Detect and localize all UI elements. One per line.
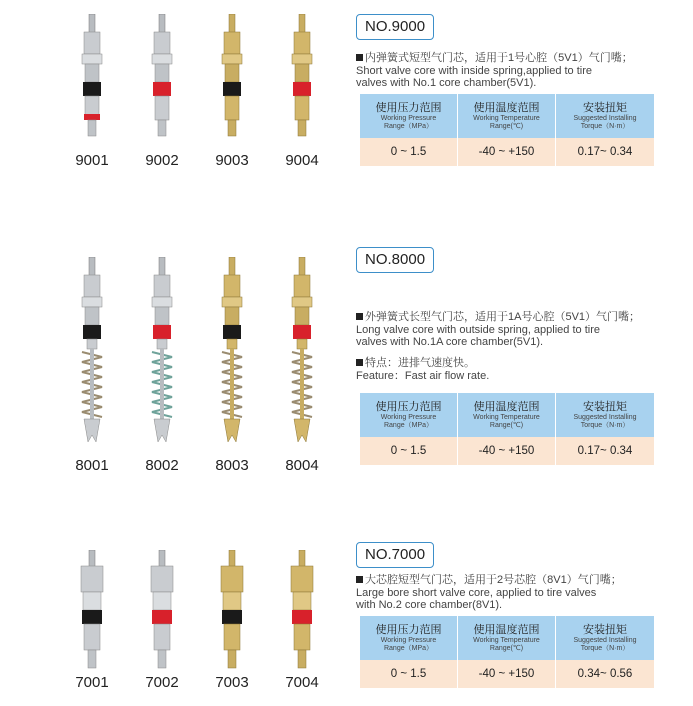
- value-torque: 0.17~ 0.34: [556, 437, 654, 465]
- series-title: NO.9000: [356, 14, 434, 40]
- description-line-en: with No.2 core chamber(8V1).: [356, 599, 503, 611]
- description-line-en: Short valve core with inside spring,applied to tire: [356, 64, 593, 77]
- valve-core-8001-image: [72, 257, 112, 457]
- spec-table-row: [360, 138, 654, 166]
- spec-table-header: [360, 616, 654, 660]
- valve-core-7004-image: [282, 550, 322, 675]
- model-number: 9004: [285, 152, 319, 169]
- model-number: 9001: [75, 152, 109, 169]
- header-pressure: 使用压力范围 Working Pressure Range（MPa）: [360, 616, 458, 660]
- value-torque: 0.17~ 0.34: [556, 138, 654, 166]
- value-pressure: 0 ~ 1.5: [360, 660, 458, 688]
- header-torque: 安装扭矩 Suggested Installing Torque（N·m）: [556, 94, 654, 138]
- square-bullet-icon: [356, 54, 363, 61]
- description-line-en: valves with No.1A core chamber(5V1).: [356, 336, 544, 348]
- spec-table-row: [360, 660, 654, 688]
- feature-line-en: Feature：Fast air flow rate.: [356, 369, 490, 382]
- spec-table: [360, 616, 654, 688]
- model-number: 7001: [75, 674, 109, 691]
- model-number: 9002: [145, 152, 179, 169]
- model-number: 7002: [145, 674, 179, 691]
- spec-table-header: [360, 94, 654, 138]
- valve-core-9001-image: [72, 14, 112, 144]
- model-number: 8002: [145, 457, 179, 474]
- description-line-cn: 外弹簧式长型气门芯，适用于1A号心腔（5V1）气门嘴；: [356, 311, 676, 324]
- header-temperature: 使用温度范围 Working Temperature Range(℃): [458, 393, 556, 437]
- header-torque: 安装扭矩 Suggested Installing Torque（N·m）: [556, 393, 654, 437]
- description-line-en: valves with No.1 core chamber(5V1).: [356, 77, 537, 89]
- header-temperature: 使用温度范围 Working Temperature Range(℃): [458, 616, 556, 660]
- series-description: [356, 574, 676, 612]
- valve-core-9004-image: [282, 14, 322, 144]
- series-description: [356, 311, 676, 349]
- description-line-en: Large bore short valve core, applied to tire valves: [356, 586, 597, 599]
- value-pressure: 0 ~ 1.5: [360, 138, 458, 166]
- model-number: 9003: [215, 152, 249, 169]
- value-torque: 0.34~ 0.56: [556, 660, 654, 688]
- model-number: 8004: [285, 457, 319, 474]
- model-number: 7004: [285, 674, 319, 691]
- model-number: 8001: [75, 457, 109, 474]
- spec-table: [360, 393, 654, 465]
- header-pressure: 使用压力范围 Working Pressure Range（MPa）: [360, 94, 458, 138]
- valve-core-8004-image: [282, 257, 322, 457]
- section-8000: [0, 245, 693, 485]
- valve-core-7002-image: [142, 550, 182, 675]
- valve-core-8003-image: [212, 257, 252, 457]
- valve-core-9003-image: [212, 14, 252, 144]
- series-title: NO.8000: [356, 247, 434, 273]
- series-title: NO.7000: [356, 542, 434, 568]
- spec-table-header: [360, 393, 654, 437]
- square-bullet-icon: [356, 313, 363, 320]
- value-pressure: 0 ~ 1.5: [360, 437, 458, 465]
- value-temperature: -40 ~ +150: [458, 138, 556, 166]
- header-temperature: 使用温度范围 Working Temperature Range(℃): [458, 94, 556, 138]
- value-temperature: -40 ~ +150: [458, 437, 556, 465]
- valve-core-8002-image: [142, 257, 182, 457]
- series-feature: [356, 357, 676, 382]
- series-description: [356, 52, 676, 90]
- model-number: 7003: [215, 674, 249, 691]
- square-bullet-icon: [356, 576, 363, 583]
- valve-core-7003-image: [212, 550, 252, 675]
- valve-core-7001-image: [72, 550, 112, 675]
- header-pressure: 使用压力范围 Working Pressure Range（MPa）: [360, 393, 458, 437]
- square-bullet-icon: [356, 359, 363, 366]
- description-line-en: Long valve core with outside spring, applied to tire: [356, 323, 600, 336]
- header-torque: 安装扭矩 Suggested Installing Torque（N·m）: [556, 616, 654, 660]
- value-temperature: -40 ~ +150: [458, 660, 556, 688]
- model-number: 8003: [215, 457, 249, 474]
- spec-table: [360, 94, 654, 166]
- section-9000: [0, 0, 693, 230]
- section-7000: [0, 540, 693, 706]
- feature-line-cn: 特点：进排气速度快。: [356, 357, 676, 370]
- spec-table-row: [360, 437, 654, 465]
- description-line-cn: 内弹簧式短型气门芯，适用于1号心腔（5V1）气门嘴；: [356, 52, 676, 65]
- description-line-cn: 大芯腔短型气门芯，适用于2号芯腔（8V1）气门嘴；: [356, 574, 676, 587]
- valve-core-9002-image: [142, 14, 182, 144]
